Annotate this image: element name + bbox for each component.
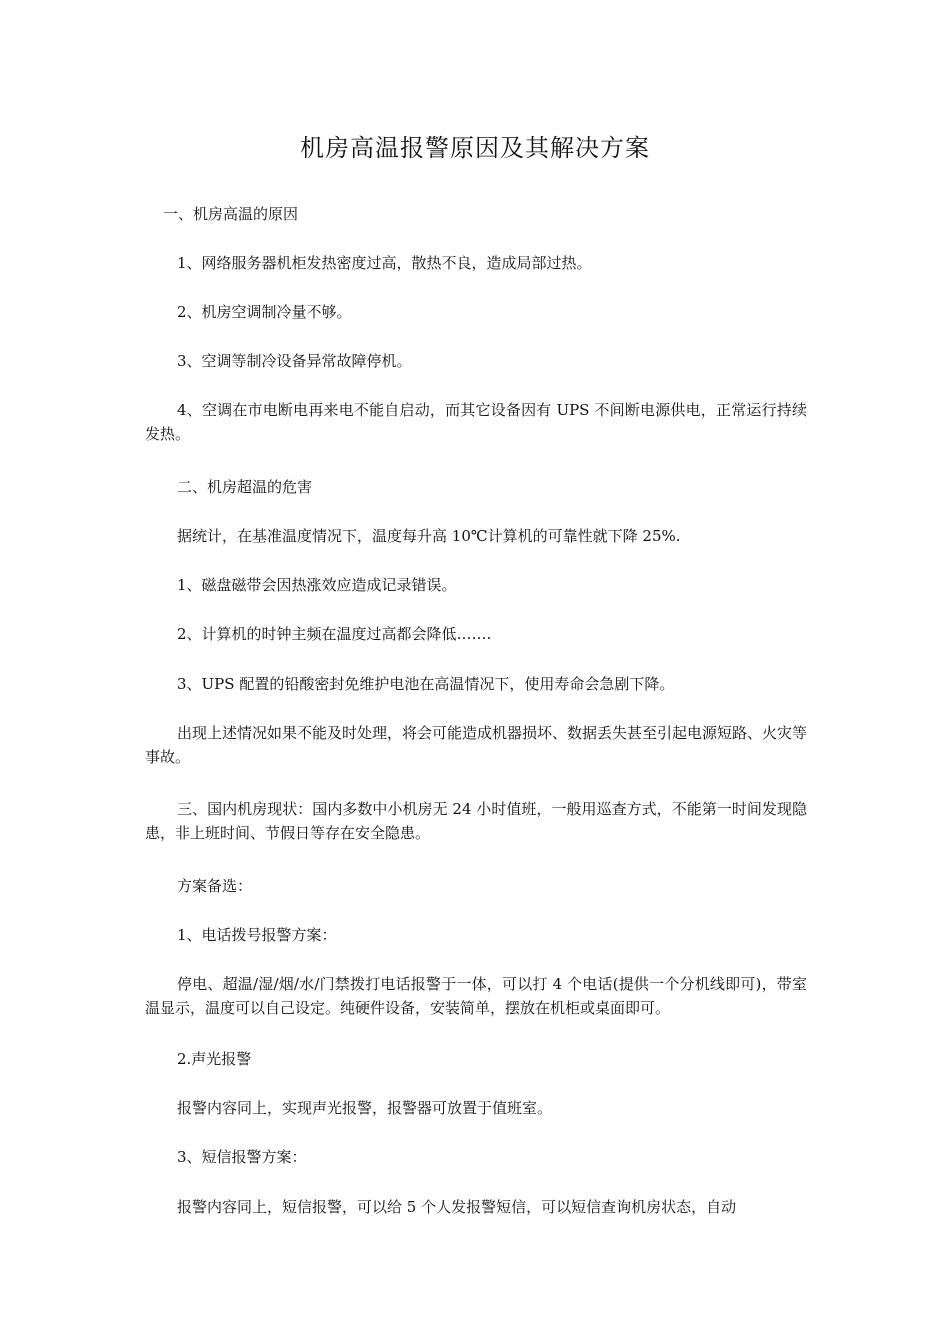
paragraph: 停电、超温/湿/烟/水/门禁拨打电话报警于一体，可以打 4 个电话(提供一个分机线即可)，带室温显示，温度可以自己设定。纯硬件设备，安装简单，摆放在机柜或桌面即可。 (145, 975, 807, 1017)
paragraph: 2、机房空调制冷量不够。 (177, 303, 352, 321)
paragraph: 3、短信报警方案： (177, 1148, 307, 1166)
paragraph: 报警内容同上，实现声光报警，报警器可放置于值班室。 (177, 1099, 553, 1117)
paragraph: 4、空调在市电断电再来电不能自启动，而其它设备因有 UPS 不间断电源供电，正常运行持续发热。 (145, 401, 807, 443)
section-heading-status: 三、国内机房现状：国内多数中小机房无 24 小时值班，一般用巡查方式，不能第一时间发现隐患，非上班时间、节假日等存在安全隐患。 (145, 800, 807, 842)
paragraph: 据统计，在基准温度情况下，温度每升高 10℃计算机的可靠性就下降 25%. (177, 527, 681, 545)
paragraph: 1、网络服务器机柜发热密度过高，散热不良，造成局部过热。 (177, 254, 592, 272)
paragraph: 2、计算机的时钟主频在温度过高都会降低……. (177, 625, 492, 643)
paragraph: 2.声光报警 (177, 1050, 252, 1068)
section-heading-hazards: 二、机房超温的危害 (177, 478, 313, 496)
document-title: 机房高温报警原因及其解决方案 (300, 134, 650, 162)
section-heading-causes: 一、机房高温的原因 (163, 205, 299, 223)
paragraph: 1、磁盘磁带会因热涨效应造成记录错误。 (177, 576, 457, 594)
paragraph: 3、UPS 配置的铅酸密封免维护电池在高温情况下，使用寿命会急剧下降。 (177, 675, 675, 693)
paragraph: 1、电话拨号报警方案： (177, 926, 337, 944)
paragraph: 报警内容同上，短信报警，可以给 5 个人发报警短信，可以短信查询机房状态，自动 (177, 1198, 737, 1216)
paragraph: 方案备选： (177, 877, 253, 895)
paragraph: 出现上述情况如果不能及时处理，将会可能造成机器损坏、数据丢失甚至引起电源短路、火灾等事故。 (145, 724, 808, 766)
paragraph: 3、空调等制冷设备异常故障停机。 (177, 352, 412, 370)
